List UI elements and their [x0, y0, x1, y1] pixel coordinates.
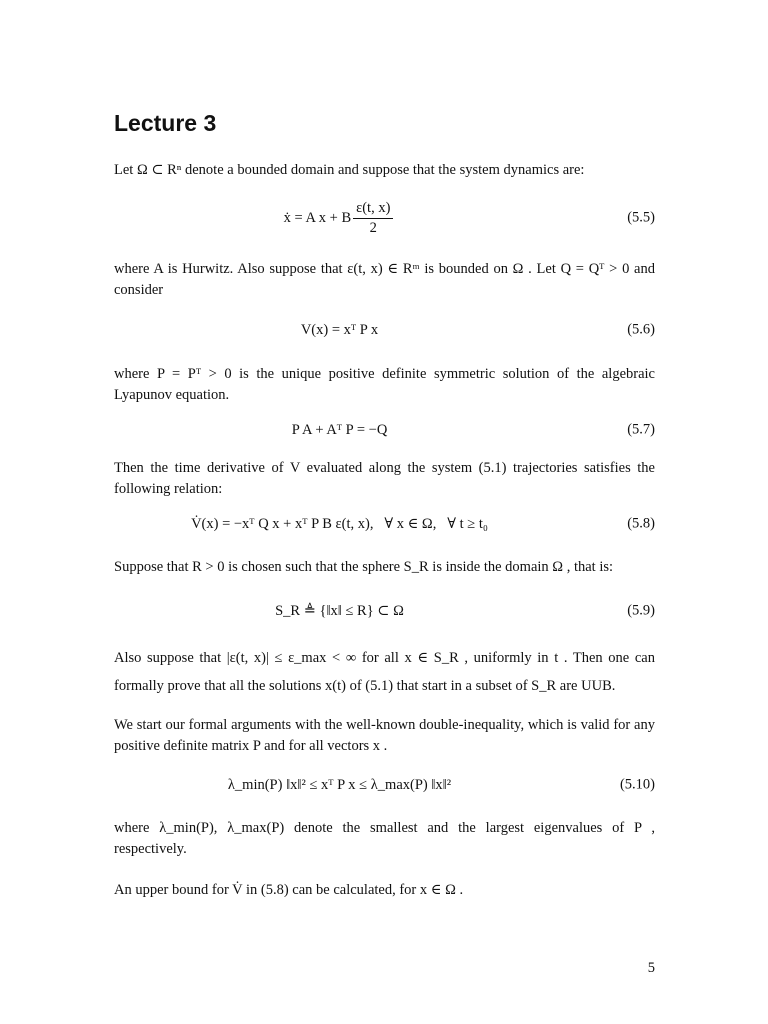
equation-5-5-number: (5.5) [627, 209, 655, 226]
equation-5-8-number: (5.8) [627, 515, 655, 532]
equation-5-6-body: V(x) = xᵀ P x [300, 321, 379, 338]
equation-5-6-number: (5.6) [627, 321, 655, 338]
paragraph-hurwitz: where A is Hurwitz. Also suppose that ε(t, x) ∈ Rᵐ is bounded on Ω . Let Q = Qᵀ > 0 and consider [114, 261, 655, 298]
lecture-title: Lecture 3 [114, 110, 217, 136]
equation-5-5-fraction [353, 200, 393, 237]
equation-5-5-lhs: ẋ = A x + B [283, 209, 352, 226]
equation-5-10-number: (5.10) [619, 776, 655, 793]
paragraph-sphere: Suppose that R > 0 is chosen such that the sphere S_R is inside the domain Ω , that is: [114, 559, 614, 575]
equation-5-5-denominator: 2 [369, 219, 377, 236]
equation-5-9-number: (5.9) [627, 602, 655, 619]
equation-5-9-body: S_R ≜ {‖x‖ ≤ R} ⊂ Ω [275, 602, 404, 619]
equation-5-5-numerator: ε(t, x) [353, 200, 393, 219]
equation-5-5-body [114, 198, 565, 238]
equation-5-7-number: (5.7) [627, 421, 655, 438]
equation-5-8 [114, 504, 655, 544]
equation-5-7 [114, 410, 655, 450]
paragraph-domain: Let Ω ⊂ Rⁿ denote a bounded domain and suppose that the system dynamics are: [114, 162, 585, 178]
paragraph-lyapunov: where P = Pᵀ > 0 is the unique positive definite symmetric solution of the algebraic Lyapunov equation. [114, 366, 655, 403]
equation-5-10-body: λ_min(P) ‖x‖² ≤ xᵀ P x ≤ λ_max(P) ‖x‖² [227, 776, 452, 793]
page-number: 5 [647, 960, 655, 976]
paragraph-uub: Also suppose that |ε(t, x)| ≤ ε_max < ∞ for all x ∈ S_R , uniformly in t . Then one can formally prove that all the solutions x(t) of (5.1) that start in a subset of S_R are UUB. [114, 650, 655, 694]
paragraph-derivative: Then the time derivative of V evaluated along the system (5.1) trajectories satisfies the following relation: [114, 460, 655, 497]
equation-5-7-body: P A + Aᵀ P = −Q [291, 421, 388, 438]
equation-5-6 [114, 310, 655, 350]
equation-5-8-body: V̇(x) = −xᵀ Q x + xᵀ P B ε(t, x), ∀ x ∈ Ω, ∀ t ≥ t₀ [191, 515, 488, 532]
equation-5-9 [114, 591, 655, 631]
paragraph-eigenvalues: where λ_min(P), λ_max(P) denote the smallest and the largest eigenvalues of P , respectively. [114, 820, 655, 857]
equation-5-10 [114, 765, 655, 805]
equation-5-5 [114, 198, 655, 238]
paragraph-upper-bound: An upper bound for V̇ in (5.8) can be calculated, for x ∈ Ω . [114, 882, 464, 898]
paragraph-double-inequality: We start our formal arguments with the well-known double-inequality, which is valid for any positive definite matrix P and for all vectors x . [114, 717, 655, 754]
